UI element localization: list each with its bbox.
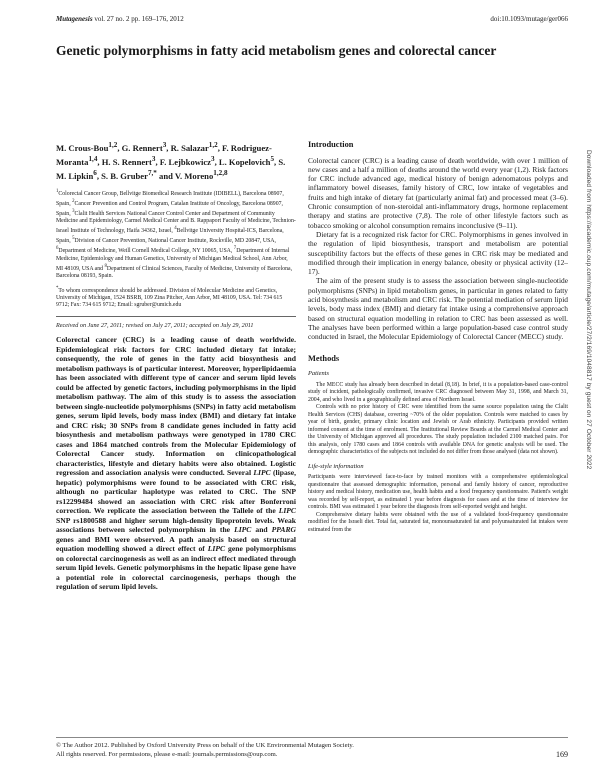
lifestyle-subheading: Life-style information <box>308 462 364 470</box>
methods-heading: Methods <box>308 353 340 363</box>
methods-paragraph: The MECC study has already been described in detail (8,18). In brief, it is a population-based case-control study of incident, pathologically confirmed, invasive CRC diagnosed between May 31, 1998, and March 31, 2004, and who lived in a geographically defined area of Northern Israel. <box>308 381 568 403</box>
left-column <box>56 140 296 592</box>
divider <box>56 316 296 317</box>
author-list: M. Crous-Bou$^{1,2}$, G. Rennert$^3$, R. Salazar$^{1,2}$, F. Rodriguez-Moranta$^{1,4}$, H. S. Rennert$^3$, F. Lejbkowicz$^3$, L. Kopelovich$^5$, S. M. Lipkin$^6$, S. B. Gruber$^{7,*}$ and V. Moreno$^{1,2,8}$ <box>56 141 286 181</box>
right-column <box>308 140 568 534</box>
doi: doi:10.1093/mutage/ger066 <box>490 15 568 23</box>
copyright-line: © The Author 2012. Published by Oxford University Press on behalf of the UK Environmental Mutagen Society. <box>56 742 354 749</box>
methods-paragraph: Participants were interviewed face-to-face by trained monitors with a comprehensive epidemiological questionnaire that assessed demographic information, personal and family history of cancer, reproductive history and medical history, medication use, health habits and a food frequency questionnaire. Patient's weight was recorded by self-report, as estimated 1 year before diagnosis for cases and at the time of interview for controls. BMI was estimated 1 year before the diagnosis from self-reported weight and height. <box>308 474 568 511</box>
patients-subheading: Patients <box>308 370 329 378</box>
abstract: Colorectal cancer (CRC) is a leading cause of death worldwide. Epidemiological risk factors for CRC included dietary fat intake; consequently, the role of genes in the fatty acid biosynthesis and metabolism pathways is of particular interest. Moreover, hyperlipidaemia has been associated with different type of cancer and serum lipid levels could be affected by genetic factors, including polymorphisms in the lipid metabolism pathway. The aim of this study is to assess the association between single-nucleotide polymorphisms (SNPs) in fatty acid metabolism genes, serum lipid levels, body mass index (BMI) and dietary fat intake and CRC risk; 30 SNPs from 8 candidate genes included in fatty acid biosynthesis and metabolism pathways were genotyped in 1780 CRC cases and 1864 matched controls from the Molecular Epidemiology of Colorectal Cancer study. Information on clinicopathological characteristics, lifestyle and dietary habits were also obtained. Logistic regression and association analysis were conducted. Several LIPC (lipase, hepatic) polymorphisms were found to be associated with CRC risk, although no particular haplotype was related to CRC. The SNP rs12299484 showed an association with CRC risk after Bonferroni correction. We replicate the association between the Tallele of the LIPC SNP rs1800588 and higher serum high-density lipoprotein levels. Weak associations between selected polymorphism in the LIPC and PPARG genes and BMI were observed. A path analysis based on structural equation modelling showed a direct effect of LIPC gene polymorphisms on colorectal carcinogenesis as well as an indirect effect mediated through serum lipid levels. Genetic polymorphisms in the hepatic lipase gene have a potential role in colorectal carcinogenesis, perhaps though the regulation of serum lipid levels. <box>56 335 296 592</box>
journal-name: Mutagenesis <box>56 15 93 23</box>
methods-paragraph: Comprehensive dietary habits were obtained with the use of a validated food-frequency questionnaire modified for the Israeli diet. Total fat, saturated fat, monounsaturated fat and polyunsaturated fat intakes were estimated from the <box>308 511 568 533</box>
affiliations: $^1$Colorectal Cancer Group, Bellvitge Biomedical Research Institute (IDIBELL), Barcelona 08907, Spain, $^2$Cancer Prevention and Control Program, Catalan Institute of Oncology, Barcelona 08907, Spain, $^3$Clalit Health Services National Cancer Control Center and Department of Community Medicine and Epidemiology, Carmel Medical Center and B. Rappaport Faculty of Medicine, Technion-Israel Institute of Technology, Haifa 34362, Israel, $^4$Bellvitge University Hospital-ICS, Barcelona, Spain, $^5$Division of Cancer Prevention, National Cancer Institute, Rockville, MD 20847, USA, $^6$Department of Medicine, Weill Cornell Medical College, NY 10065, USA, $^7$Department of Internal Medicine, Epidemiology and Human Genetics, University of Michigan Medical School, Ann Arbor, MI 48109, USA and $^8$Department of Clinical Sciences, Faculty of Medicine, University of Barcelona, Barcelona 08193, Spain. <box>56 188 296 279</box>
running-head <box>56 15 568 23</box>
correspondence: *To whom correspondence should be addressed. Division of Molecular Medicine and Genetics, University of Michigan, 1524 BSRB, 109 Zina Pitcher, Ann Arbor, MI 48109, USA. Tel: 734 615 9712; Fax: 734 615 9712; Email: sgruber@umich.edu <box>56 286 283 309</box>
footer-divider <box>56 737 568 738</box>
permissions-line: All rights reserved. For permissions, please e-mail: journals.permissions@oup.com. <box>56 751 278 758</box>
intro-paragraph: Dietary fat is a recognized risk factor for CRC. Polymorphisms in genes involved in the regulation of lipid biosynthesis, transport and metabolism are potential susceptibility factors but the effects of these genes in CRC risk may be mediated and modified through their implication in energy balance, obesity or physical activity (12–17). <box>308 229 568 277</box>
methods-paragraph: Controls with no prior history of CRC were identified from the same source population using the Clalit Health Services (CHS) database, covering ~70% of the older population. Controls were matched to cases by year of birth, gender, primary clinic location and Jewish or Arab ethnicity. Participants provided written informed consent at the time of enrolment. The Institutional Review Boards at the Carmel Medical Center and the University of Michigan approved all procedures. The study population included 2100 matched pairs. For this analysis, only 1780 cases and 1864 controls with available DNA for genetic analysis will be used. The demographic characteristics of the subjects not included do not differ from those analysed (data not shown). <box>308 404 568 456</box>
introduction-heading: Introduction <box>308 140 354 149</box>
footer <box>56 741 476 759</box>
received-dates: Received on June 27, 2011; revised on July 27, 2011; accepted on July 29, 2011 <box>56 321 254 329</box>
page-number: 169 <box>556 750 568 759</box>
intro-paragraph: Colorectal cancer (CRC) is a leading cause of death worldwide, with over 1 million of new cases and a half a million of deaths around the world every year (1,2). Risk factors for CRC include advanced age, medical history of benign adenomatous polyps and inflammatory bowel diseases, family history of CRC, low intake of vegetables and fruits and high intake of dietary fat (particularly animal fat) and processed meat (3–6). Chronic consumption of non-steroidal anti-inflammatory drugs, hormone replacement therapy and statins are protective (7,8). The role of other lifestyle factors such as tobacco smoking or alcohol consumption remains inconclusive (9–11). <box>308 155 568 230</box>
journal-citation: vol. 27 no. 2 pp. 169–176, 2012 <box>94 15 184 23</box>
intro-paragraph: The aim of the present study is to assess the association between single-nucleotide polymorphisms (SNPs) in lipid metabolism genes, in particular in genes related to fatty acid biosynthesis and metabolism and CRC risk. The potential mediation of serum lipid levels, body mass index (BMI) and dietary fat intake using a comprehensive approach based on structural equation modelling in relation to CRC has been assessed as well. The analyses have been performed within a large population-based case control study conducted in Israel, the Molecular Epidemiology of Colorectal Cancer (MECC) study. <box>308 276 568 342</box>
download-watermark: Downloaded from https://academic.oup.com/mutage/article/27/2/169/1048817 by guest on 27 October 2022 <box>585 150 592 470</box>
article-title: Genetic polymorphisms in fatty acid metabolism genes and colorectal cancer <box>56 43 497 58</box>
